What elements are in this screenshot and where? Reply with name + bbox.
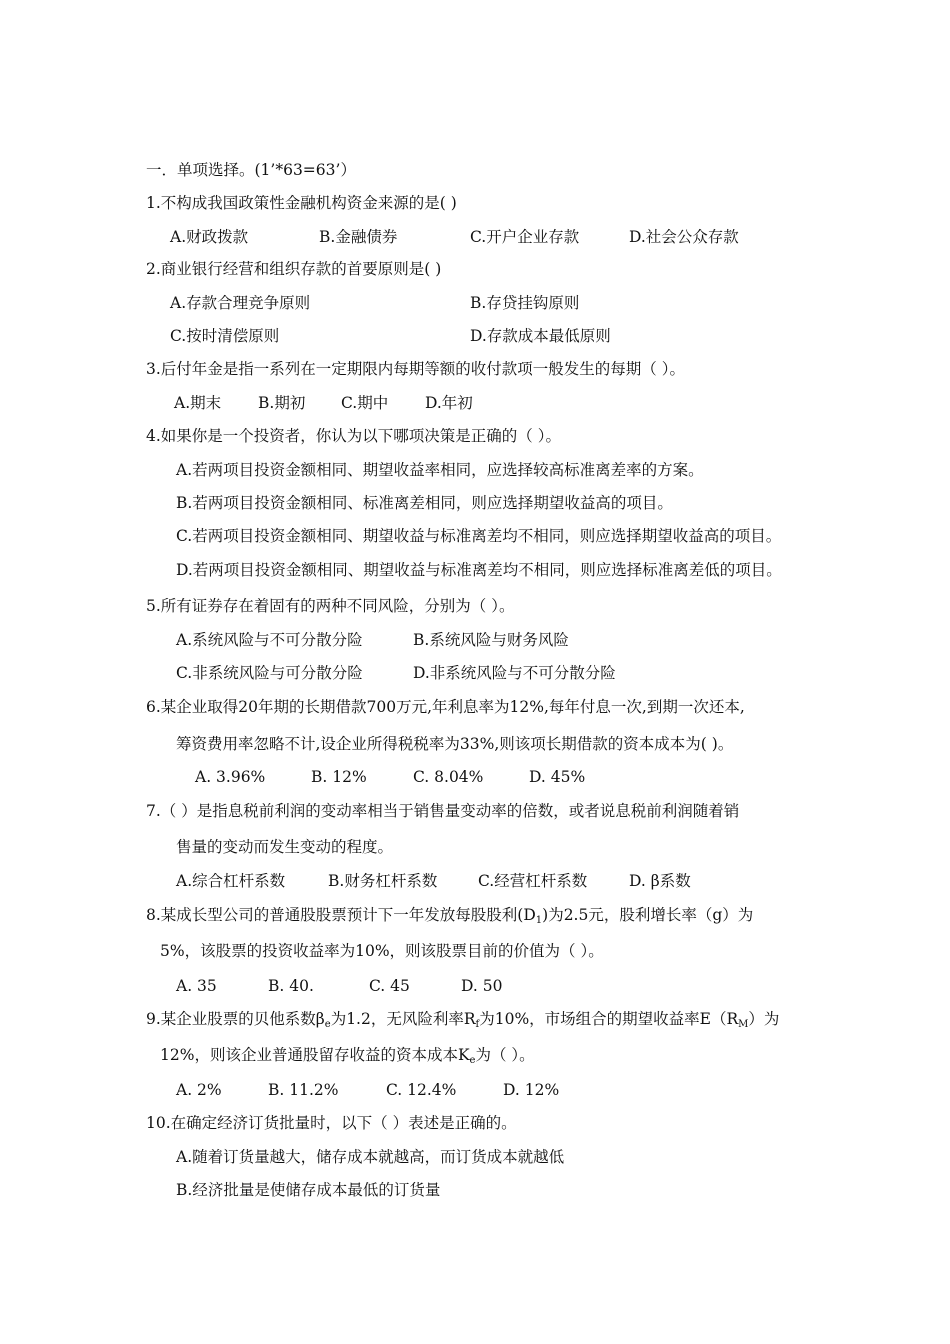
q8-option-c: C. 45 — [369, 977, 410, 995]
question-6-stem-line-2: 筹资费用率忽略不计,设企业所得税税率为33%,则该项长期借款的资本成本为( )。 — [176, 735, 734, 753]
q10-option-b: B.经济批量是使储存成本最低的订货量 — [176, 1181, 441, 1199]
q6-option-c: C. 8.04% — [413, 768, 484, 786]
question-3-stem: 3.后付年金是指一系列在一定期限内每期等额的收付款项一般发生的每期（ ）。 — [146, 360, 685, 378]
question-8-stem-line-1: 8.某成长型公司的普通股股票预计下一年发放每股股利$(D_1)$为2.5元，股利增长率（g）为 — [146, 906, 754, 926]
question-1-stem: 1.不构成我国政策性金融机构资金来源的是( ) — [146, 194, 457, 212]
q5-option-a: A.系统风险与不可分散分险 — [176, 631, 363, 649]
q9-option-d: D. 12% — [503, 1081, 560, 1099]
q1-option-a: A.财政拨款 — [170, 228, 249, 246]
q6-option-b: B. 12% — [311, 768, 367, 786]
q7-option-a: A.综合杠杆系数 — [176, 872, 286, 890]
q3-option-b: B.期初 — [258, 394, 306, 412]
q4-option-b: B.若两项目投资金额相同、标准离差相同，则应选择期望收益高的项目。 — [176, 494, 673, 512]
question-5-stem: 5.所有证券存在着固有的两种不同风险，分别为（ ）。 — [146, 597, 515, 615]
q5-option-b: B.系统风险与财务风险 — [413, 631, 569, 649]
section-title: 一．单项选择。(1’*63=63’） — [146, 161, 356, 179]
question-6-stem-line-1: 6.某企业取得20年期的长期借款700万元,年利息率为12%,每年付息一次,到期一次还本, — [146, 698, 745, 716]
question-10-stem: 10.在确定经济订货批量时，以下（ ）表述是正确的。 — [146, 1114, 517, 1132]
q10-option-a: A.随着订货量越大，储存成本就越高，而订货成本就越低 — [176, 1148, 565, 1166]
q9-option-c: C. 12.4% — [386, 1081, 457, 1099]
question-4-stem: 4.如果你是一个投资者，你认为以下哪项决策是正确的（ ）。 — [146, 427, 561, 445]
q2-option-c: C.按时清偿原则 — [170, 327, 280, 345]
question-2-stem: 2.商业银行经营和组织存款的首要原则是( ) — [146, 260, 442, 278]
q1-option-c: C.开户企业存款 — [470, 228, 580, 246]
q8-option-b: B. 40. — [268, 977, 314, 995]
question-9-stem-line-2: 12%，则该企业普通股留存收益的资本成本$K_e$为（ ）。 — [160, 1046, 535, 1066]
q5-option-c: C.非系统风险与可分散分险 — [176, 664, 363, 682]
q9-option-a: A. 2% — [176, 1081, 222, 1099]
q4-option-c: C.若两项目投资金额相同、期望收益与标准离差均不相同，则应选择期望收益高的项目。 — [176, 527, 782, 545]
question-7-stem-line-1: 7.（ ）是指息税前利润的变动率相当于销售量变动率的倍数，或者说息税前利润随着销 — [146, 802, 740, 820]
q3-option-c: C.期中 — [341, 394, 389, 412]
q8-option-d: D. 50 — [461, 977, 503, 995]
q7-option-c: C.经营杠杆系数 — [478, 872, 588, 890]
q3-option-d: D.年初 — [425, 394, 473, 412]
q2-option-a: A.存款合理竞争原则 — [170, 294, 311, 312]
q6-option-a: A. 3.96% — [195, 768, 266, 786]
q4-option-d: D.若两项目投资金额相同、期望收益与标准离差均不相同，则应选择标准离差低的项目。 — [176, 561, 782, 579]
q7-option-b: B.财务杠杆系数 — [328, 872, 438, 890]
q2-option-d: D.存款成本最低原则 — [470, 327, 611, 345]
q3-option-a: A.期末 — [174, 394, 222, 412]
question-9-stem-line-1: 9.某企业股票的贝他系数$\beta_e$为1.2，无风险利率$R_f$为10%，市场组合的期望收益率$E(R_M)$为 — [146, 1010, 780, 1030]
q1-option-b: B.金融债券 — [319, 228, 398, 246]
question-7-stem-line-2: 售量的变动而发生变动的程度。 — [176, 838, 394, 856]
q8-option-a: A. 35 — [176, 977, 217, 995]
q5-option-d: D.非系统风险与不可分散分险 — [413, 664, 616, 682]
q6-option-d: D. 45% — [529, 768, 586, 786]
question-8-stem-line-2: 5%，该股票的投资收益率为10%，则该股票目前的价值为（ ）。 — [160, 942, 604, 960]
q1-option-d: D.社会公众存款 — [629, 228, 739, 246]
q4-option-a: A.若两项目投资金额相同、期望收益率相同，应选择较高标准离差率的方案。 — [176, 461, 704, 479]
q9-option-b: B. 11.2% — [268, 1081, 339, 1099]
q7-option-d: D. β系数 — [629, 872, 691, 890]
q2-option-b: B.存贷挂钩原则 — [470, 294, 580, 312]
